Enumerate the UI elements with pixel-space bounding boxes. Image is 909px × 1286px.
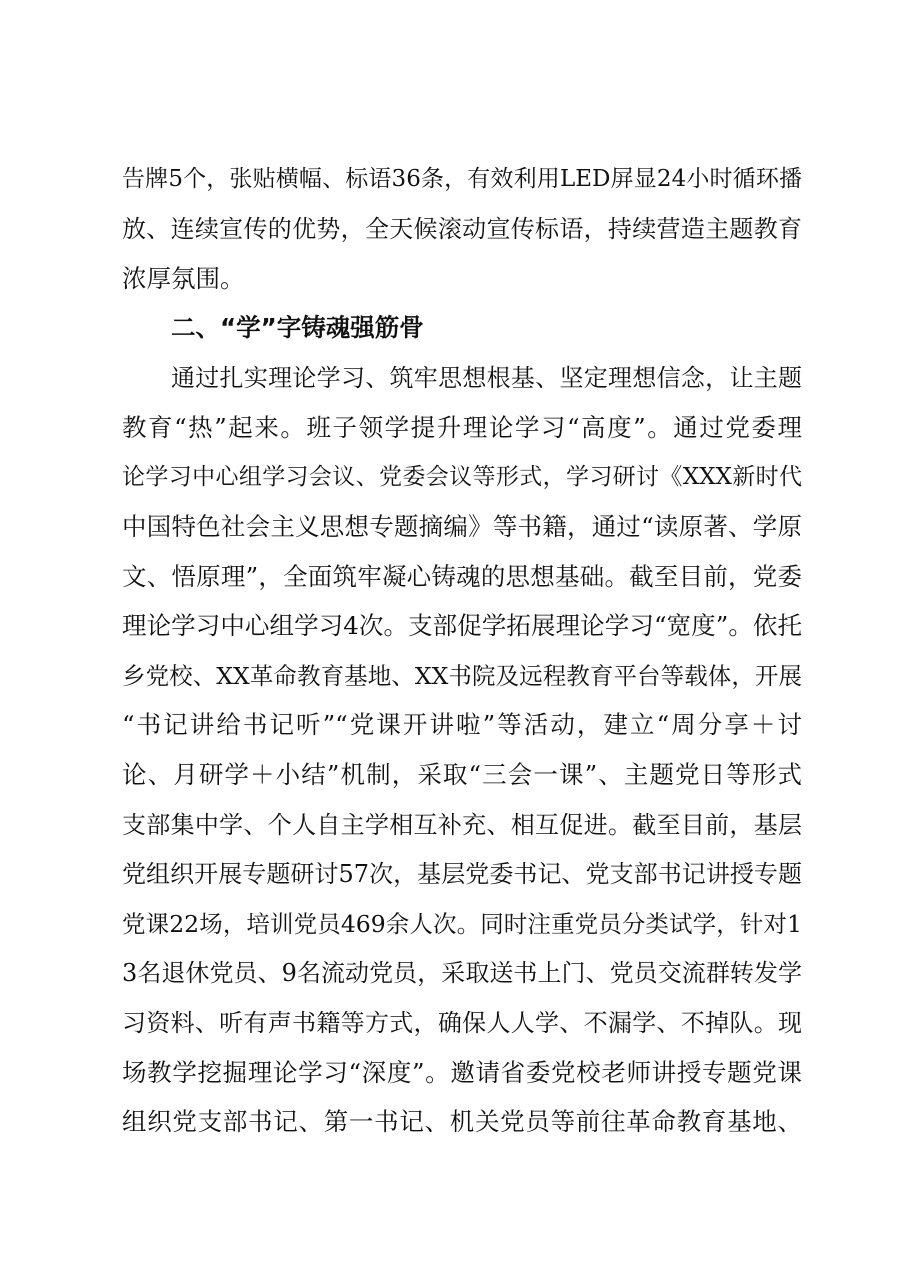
paragraph-2-line-12: 党课22场，培训党员469余人次。同时注重党员分类试学，针对1 bbox=[122, 910, 802, 938]
paragraph-2-line-2: 教育“热”起来。班子领学提升理论学习“高度”。通过党委理 bbox=[122, 413, 802, 442]
section-heading: 二、“学”字铸魂强筋骨 bbox=[171, 313, 424, 342]
paragraph-2-line-16: 组织党支部书记、第一书记、机关党员等前往革命教育基地、 bbox=[122, 1107, 802, 1136]
paragraph-2-line-10: 支部集中学、个人自主学相互补充、相互促进。截至目前，基层 bbox=[122, 811, 802, 839]
paragraph-2-line-4: 中国特色社会主义思想专题摘编》等书籍，通过“读原著、学原 bbox=[122, 512, 802, 541]
paragraph-2-line-9: 论、月研学＋小结”机制，采取“三会一课”、主题党日等形式 bbox=[122, 760, 802, 789]
paragraph-2-line-13: 3名退休党员、9名流动党员，采取送书上门、党员交流群转发学 bbox=[122, 959, 802, 987]
paragraph-2-line-6: 理论学习中心组学习4次。支部促学拓展理论学习“宽度”。依托 bbox=[122, 611, 802, 640]
paragraph-1-line-1: 告牌5个，张贴横幅、标语36条，有效利用LED屏显24小时循环播 bbox=[122, 166, 802, 192]
paragraph-2-line-14: 习资料、听有声书籍等方式，确保人人学、不漏学、不掉队。现 bbox=[122, 1009, 802, 1037]
paragraph-2-line-7: 乡党校、XX革命教育基地、XX书院及远程教育平台等载体，开展 bbox=[122, 662, 802, 690]
paragraph-2-line-5: 文、悟原理”，全面筑牢凝心铸魂的思想基础。截至目前，党委 bbox=[122, 562, 802, 591]
paragraph-2-line-11: 党组织开展专题研讨57次，基层党委书记、党支部书记讲授专题 bbox=[122, 860, 802, 888]
paragraph-2-line-1: 通过扎实理论学习、筑牢思想根基、坚定理想信念，让主题 bbox=[171, 364, 802, 392]
paragraph-1-line-2: 放、连续宣传的优势，全天候滚动宣传标语，持续营造主题教育 bbox=[122, 215, 802, 243]
paragraph-1-line-3: 浓厚氛围。 bbox=[122, 264, 245, 293]
paragraph-2-line-3: 论学习中心组学习会议、党委会议等形式，学习研讨《XXX新时代 bbox=[122, 464, 802, 490]
paragraph-2-line-15: 场教学挖掘理论学习“深度”。邀请省委党校老师讲授专题党课 bbox=[122, 1058, 802, 1087]
paragraph-2-line-8: “书记讲给书记听”“党课开讲啦”等活动，建立“周分享＋讨 bbox=[122, 710, 802, 739]
